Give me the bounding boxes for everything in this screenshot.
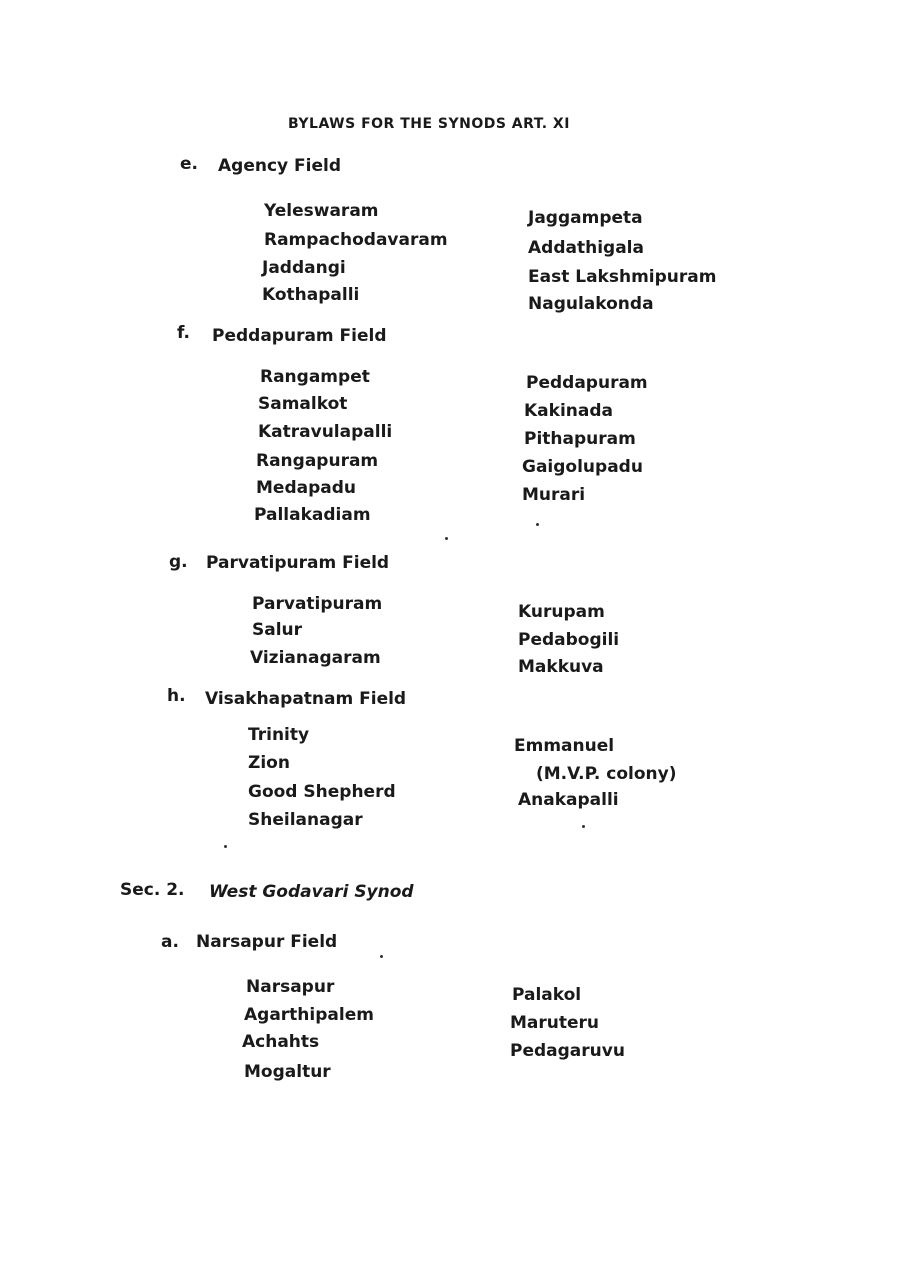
list-item: (M.V.P. colony) (536, 764, 677, 784)
list-item: Zion (248, 753, 290, 773)
list-item: Achahts (242, 1032, 320, 1052)
list-item: Medapadu (256, 478, 356, 498)
list-item: Mogaltur (244, 1062, 331, 1082)
list-item: Palakol (512, 985, 582, 1005)
list-item: Rangapuram (256, 451, 379, 471)
list-item: Good Shepherd (248, 782, 396, 802)
list-item: Gaigolupadu (522, 457, 643, 477)
list-item: Pedabogili (518, 630, 620, 650)
list-item: Salur (252, 620, 303, 640)
list-item: Makkuva (518, 657, 604, 677)
section-e-title: Agency Field (218, 156, 342, 176)
list-item: Nagulakonda (528, 294, 654, 314)
list-item: Katravulapalli (258, 422, 393, 442)
scan-speck (582, 825, 585, 828)
list-item: Vizianagaram (250, 648, 381, 668)
page-header: BYLAWS FOR THE SYNODS ART. XI (288, 116, 570, 132)
section-f-letter: f. (177, 323, 190, 343)
list-item: Trinity (248, 725, 310, 745)
section-g-title: Parvatipuram Field (206, 553, 390, 573)
list-item: Pedagaruvu (510, 1041, 625, 1061)
section-a-title: Narsapur Field (196, 932, 338, 952)
list-item: Sheilanagar (248, 810, 363, 830)
scan-speck (224, 845, 227, 848)
list-item: Parvatipuram (252, 594, 383, 614)
section-g-letter: g. (169, 552, 188, 572)
list-item: Anakapalli (518, 790, 619, 810)
list-item: Rampachodavaram (264, 230, 448, 250)
list-item: Rangampet (260, 367, 370, 387)
scan-speck (380, 955, 383, 958)
list-item: Narsapur (246, 977, 335, 997)
list-item: Kothapalli (262, 285, 360, 305)
section-a-letter: a. (161, 932, 179, 952)
section-e-letter: e. (180, 154, 198, 174)
scan-speck (536, 523, 539, 526)
list-item: Peddapuram (526, 373, 648, 393)
list-item: Jaddangi (262, 258, 346, 278)
sec2-title: West Godavari Synod (209, 882, 414, 902)
list-item: Emmanuel (514, 736, 615, 756)
sec2-label: Sec. 2. (120, 880, 185, 900)
list-item: Addathigala (528, 238, 644, 258)
list-item: Maruteru (510, 1013, 600, 1033)
list-item: Pallakadiam (254, 505, 371, 525)
list-item: Murari (522, 485, 586, 505)
section-f-title: Peddapuram Field (212, 326, 387, 346)
list-item: Jaggampeta (528, 208, 643, 228)
list-item: Kakinada (524, 401, 613, 421)
list-item: Pithapuram (524, 429, 636, 449)
list-item: East Lakshmipuram (528, 267, 717, 287)
list-item: Samalkot (258, 394, 348, 414)
section-h-letter: h. (167, 686, 186, 706)
list-item: Agarthipalem (244, 1005, 374, 1025)
scan-speck (445, 537, 448, 540)
list-item: Yeleswaram (264, 201, 379, 221)
section-h-title: Visakhapatnam Field (205, 689, 407, 709)
list-item: Kurupam (518, 602, 605, 622)
